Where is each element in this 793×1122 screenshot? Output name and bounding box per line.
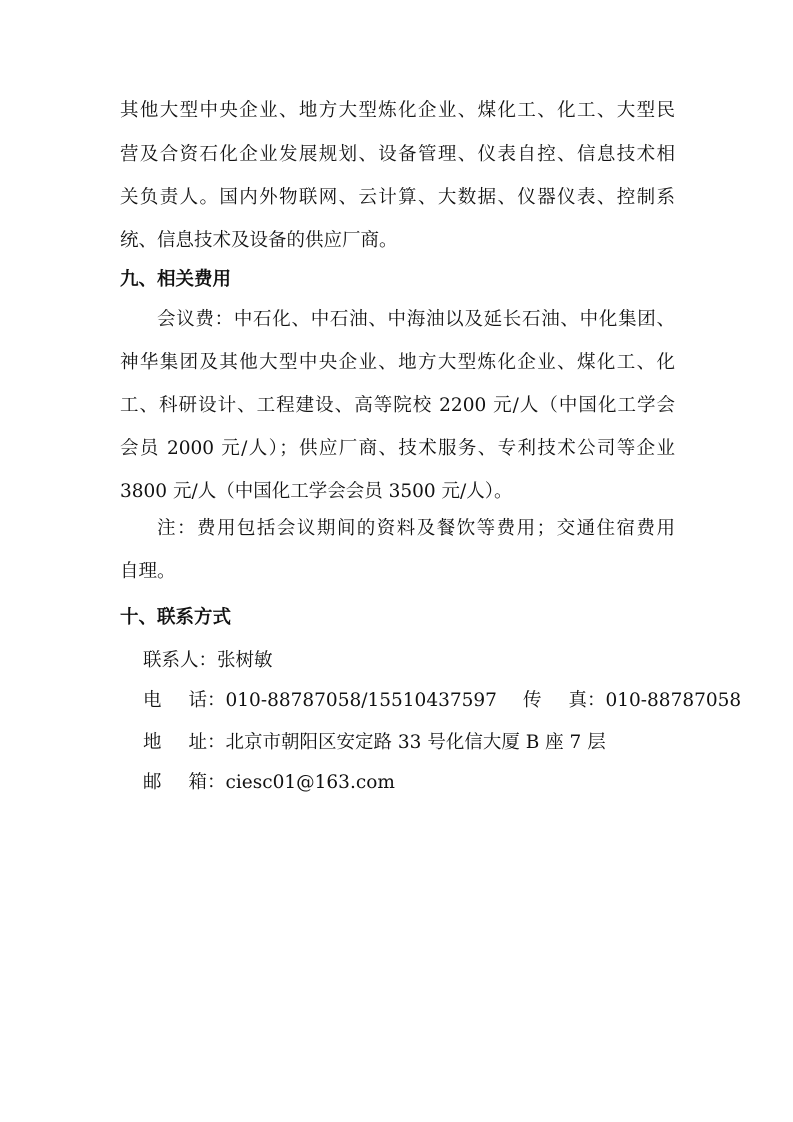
intro-line-2: 营及合资石化企业发展规划、设备管理、仪表自控、信息技术相 <box>120 144 675 165</box>
email-label: 邮 箱 <box>143 772 207 793</box>
fee-line-3: 工、科研设计、工程建设、高等院校 2200 元/人（中国化工学会 <box>120 395 675 416</box>
section-heading-contact: 十、联系方式 <box>120 607 232 628</box>
note-line-2: 自理。 <box>120 561 176 582</box>
address-row: 地 址：北京市朝阳区安定路 33 号化信大厦 B 座 7 层 <box>143 732 606 753</box>
email-row: 邮 箱：ciesc01@163.com <box>143 772 395 793</box>
fax-label: 传 真 <box>522 690 587 711</box>
section-heading-fees: 九、相关费用 <box>120 269 232 290</box>
intro-line-1: 其他大型中央企业、地方大型炼化企业、煤化工、化工、大型民 <box>120 100 675 121</box>
address-label: 地 址 <box>143 732 207 753</box>
intro-line-3: 关负责人。国内外物联网、云计算、大数据、仪器仪表、控制系 <box>120 187 675 208</box>
email-value[interactable]: ciesc01@163.com <box>225 772 395 793</box>
phone-row: 电 话：010-88787058/15510437597 传 真：010-88787058 <box>143 690 742 711</box>
address-value: 北京市朝阳区安定路 33 号化信大厦 B 座 7 层 <box>225 732 606 753</box>
intro-line-4: 统、信息技术及设备的供应厂商。 <box>120 230 398 251</box>
phone-value: 010-88787058/15510437597 <box>225 690 497 711</box>
fax-value: 010-88787058 <box>605 690 742 711</box>
note-line-1: 注：费用包括会议期间的资料及餐饮等费用；交通住宿费用 <box>157 518 675 539</box>
fee-line-1: 会议费：中石化、中石油、中海油以及延长石油、中化集团、 <box>157 309 675 330</box>
phone-label: 电 话 <box>143 690 207 711</box>
fee-line-2: 神华集团及其他大型中央企业、地方大型炼化企业、煤化工、化 <box>120 352 675 373</box>
contact-person: 联系人：张树敏 <box>143 650 273 671</box>
fee-line-5: 3800 元/人（中国化工学会会员 3500 元/人）。 <box>120 481 513 502</box>
fee-line-4: 会员 2000 元/人）；供应厂商、技术服务、专利技术公司等企业 <box>120 438 675 459</box>
